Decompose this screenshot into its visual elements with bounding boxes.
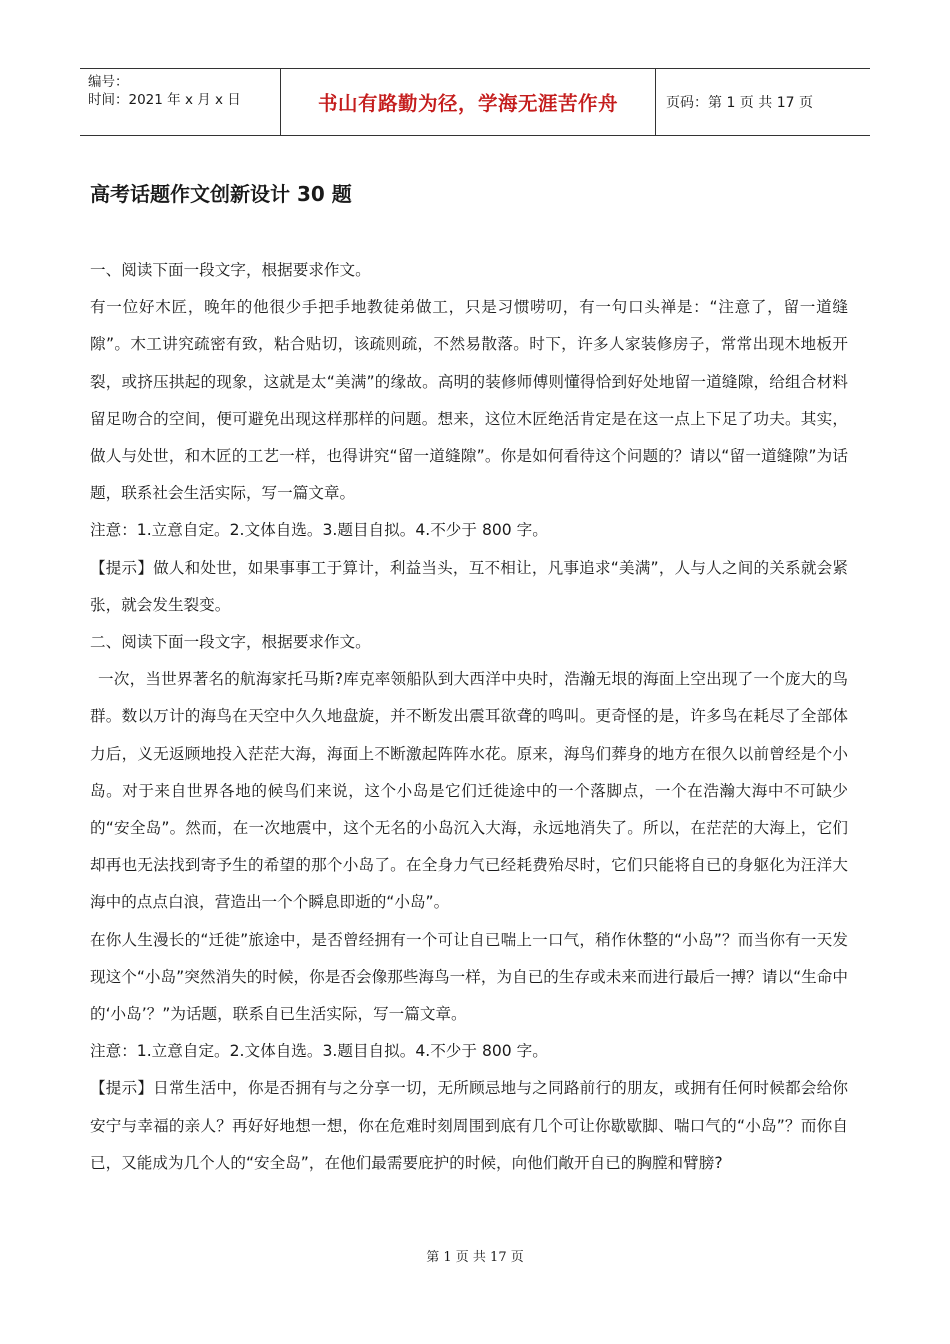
document-body	[90, 252, 848, 1182]
paragraph: 有一位好木匠，晚年的他很少手把手地教徒弟做工，只是习惯唠叨，有一句口头禅是：“注意了，留一道缝隙”。木工讲究疏密有致，粘合贴切，该疏则疏，不然易散落。时下，许多人家装修房子，常常出现木地板开裂，或挤压拱起的现象，这就是太“美满”的缘故。高明的装修师傅则懂得恰到好处地留一道缝隙，给组合材料留足吻合的空间，便可避免出现这样那样的问题。想来，这位木匠绝活肯定是在这一点上下足了功夫。其实，做人与处世，和木匠的工艺一样，也得讲究“留一道缝隙”。你是如何看待这个问题的？请以“留一道缝隙”为话题，联系社会生活实际，写一篇文章。	[90, 298, 848, 503]
hint: 【提示】做人和处世，如果事事工于算计，利益当头，互不相让，凡事追求“美满”，人与人之间的关系就会紧张，就会发生裂变。	[90, 558, 848, 614]
header-motto: 书山有路勤为径，学海无涯苦作舟	[281, 69, 656, 135]
time-label: 时间：2021 年 x 月 x 日	[88, 92, 241, 108]
paragraph: 一次，当世界著名的航海家托马斯?库克率领船队到大西洋中央时，浩瀚无垠的海面上空出现了一个庞大的鸟群。数以万计的海鸟在天空中久久地盘旋，并不断发出震耳欲聋的鸣叫。更奇怪的是，许多鸟在耗尽了全部体力后，义无返顾地投入茫茫大海，海面上不断激起阵阵水花。原来，海鸟们葬身的地方在很久以前曾经是个小岛。对于来自世界各地的候鸟们来说，这个小岛是它们迁徙途中的一个落脚点，一个在浩瀚大海中不可缺少的“安全岛”。然而，在一次地震中，这个无名的小岛沉入大海，永远地消失了。所以，在茫茫的大海上，它们却再也无法找到寄予生的希望的那个小岛了。在全身力气已经耗费殆尽时，它们只能将自已的身躯化为汪洋大海中的点点白浪，营造出一个个瞬息即逝的“小岛”。	[90, 670, 848, 912]
page-header	[80, 68, 870, 136]
note: 注意：1.立意自定。2.文体自选。3.题目自拟。4.不少于 800 字。	[90, 521, 548, 540]
header-meta	[80, 69, 281, 135]
section-heading: 二、阅读下面一段文字，根据要求作文。	[90, 633, 371, 652]
page-footer: 第 1 页 共 17 页	[426, 1250, 524, 1265]
document-title: 高考话题作文创新设计 30 题	[90, 182, 352, 206]
paragraph: 在你人生漫长的“迁徙”旅途中，是否曾经拥有一个可让自已喘上一口气，稍作休整的“小岛”？而当你有一天发现这个“小岛”突然消失的时候，你是否会像那些海鸟一样，为自已的生存或未来而进行最后一搏？请以“生命中的‘小岛’？”为话题，联系自已生活实际，写一篇文章。	[90, 930, 848, 1024]
hint: 【提示】日常生活中，你是否拥有与之分享一切，无所顾忌地与之同路前行的朋友，或拥有任何时候都会给你安宁与幸福的亲人？再好好地想一想，你在危难时刻周围到底有几个可让你歇歇脚、喘口气的“小岛”？而你自已，又能成为几个人的“安全岛”，在他们最需要庇护的时候，向他们敞开自已的胸膛和臂膀?	[90, 1079, 848, 1172]
number-label: 编号：	[88, 74, 129, 90]
section-heading: 一、阅读下面一段文字，根据要求作文。	[90, 261, 371, 279]
header-page-info: 页码：第 1 页 共 17 页	[666, 95, 813, 111]
note: 注意：1.立意自定。2.文体自选。3.题目自拟。4.不少于 800 字。	[90, 1042, 548, 1061]
